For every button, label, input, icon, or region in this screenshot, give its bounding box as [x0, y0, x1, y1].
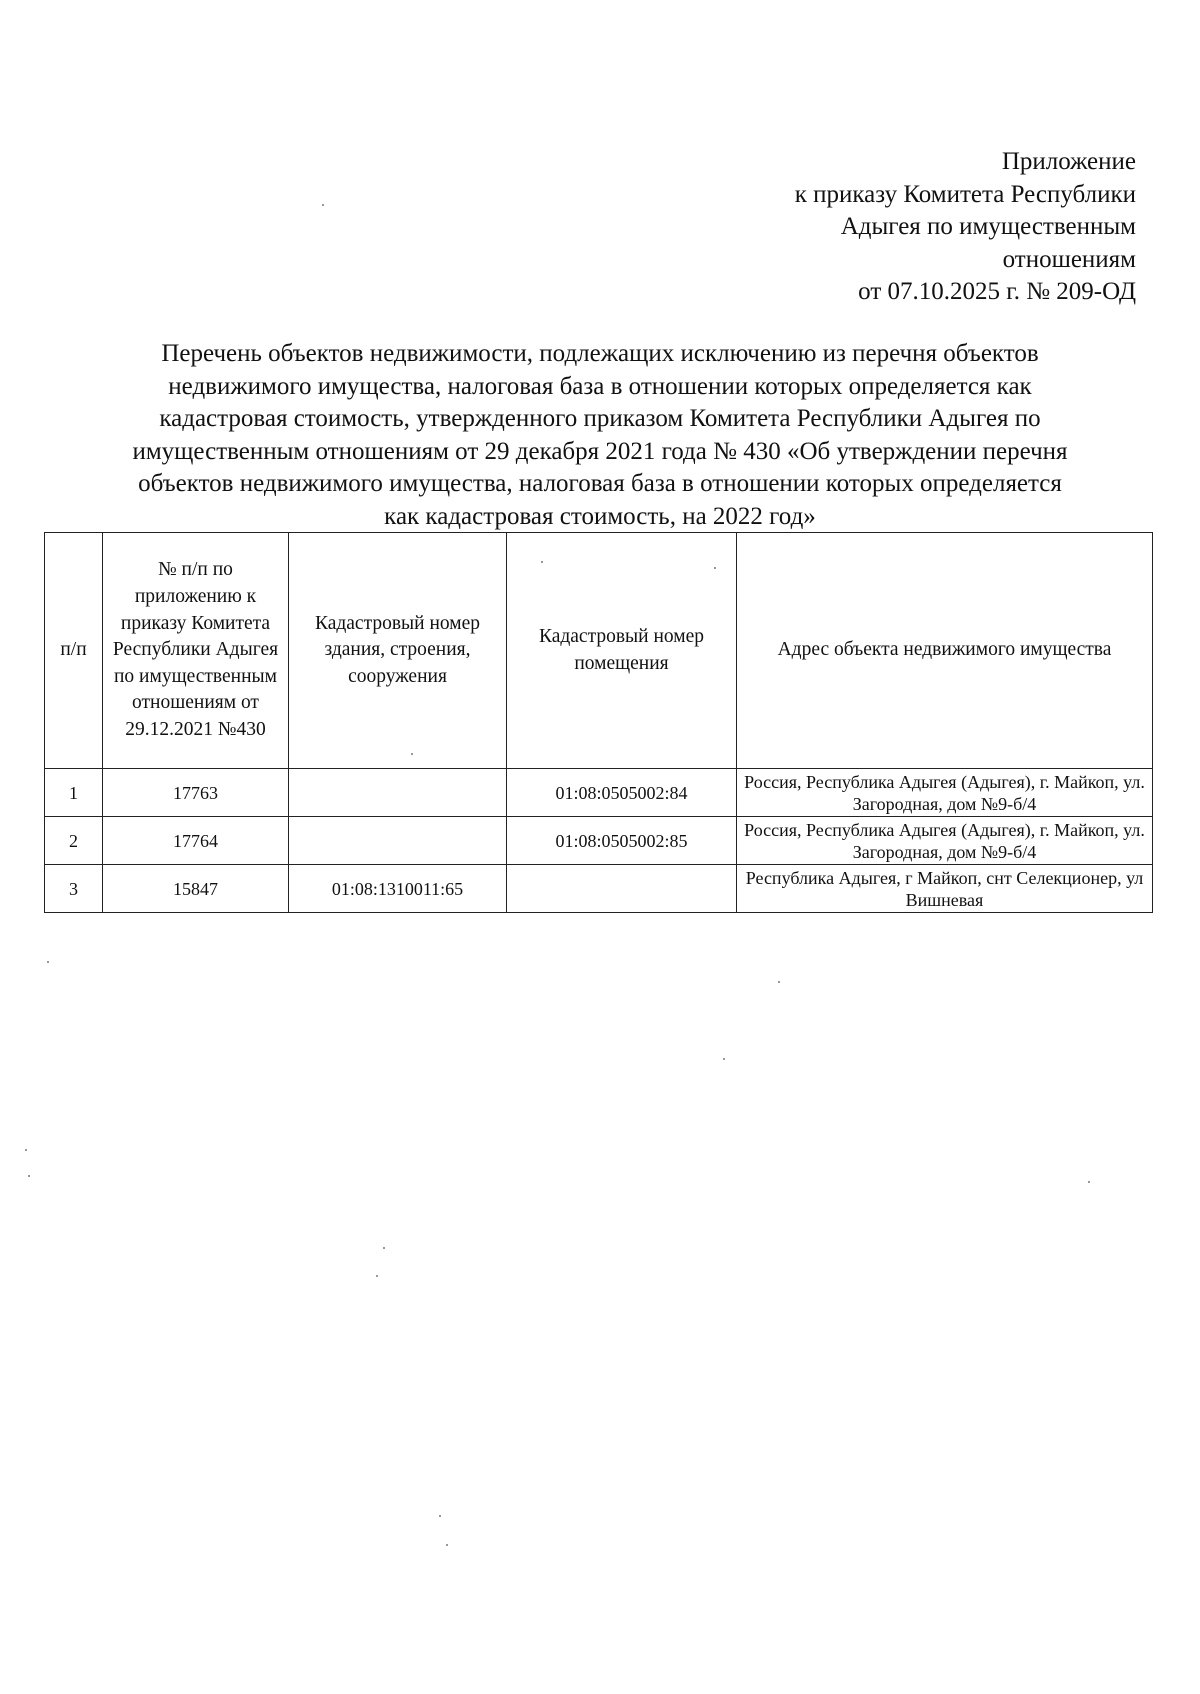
cell-address: Россия, Республика Адыгея (Адыгея), г. Майкоп, ул. Загородная, дом №9-б/4 — [737, 817, 1153, 865]
scan-speck — [541, 561, 543, 563]
table-row — [45, 769, 1153, 817]
title-line: как кадастровая стоимость, на 2022 год» — [384, 502, 816, 530]
cell-index: 3 — [45, 865, 103, 913]
scan-speck — [25, 1149, 27, 1151]
scan-speck — [376, 1275, 378, 1277]
title-line: Перечень объектов недвижимости, подлежащих исключению из перечня объектов — [161, 340, 1039, 367]
cell-index: 2 — [45, 817, 103, 865]
scan-speck — [778, 981, 780, 983]
cell-building-cadastral-number: 01:08:1310011:65 — [289, 865, 507, 913]
title-line: кадастровая стоимость, утвержденного приказом Комитета Республики Адыгея по — [159, 405, 1041, 432]
cell-premises-cadastral-number: 01:08:0505002:85 — [507, 817, 737, 865]
header-building-cadastral-number: Кадастровый номер здания, строения, сооружения — [289, 533, 507, 769]
cell-building-cadastral-number — [289, 817, 507, 865]
appendix-block — [795, 146, 1136, 309]
cell-appendix-number: 15847 — [103, 865, 289, 913]
appendix-line: Приложение — [1001, 148, 1136, 175]
scan-speck — [714, 567, 716, 569]
cell-index: 1 — [45, 769, 103, 817]
scan-speck — [28, 1175, 30, 1177]
cell-address: Россия, Республика Адыгея (Адыгея), г. Майкоп, ул. Загородная, дом №9-б/4 — [737, 769, 1153, 817]
scan-speck — [439, 1515, 441, 1517]
header-premises-cadastral-number: Кадастровый номер помещения — [507, 533, 737, 769]
appendix-line: Адыгея по имущественным — [840, 213, 1136, 240]
cell-appendix-number: 17764 — [103, 817, 289, 865]
title-line: объектов недвижимого имущества, налоговая база в отношении которых определяется — [138, 470, 1062, 497]
cell-appendix-number: 17763 — [103, 769, 289, 817]
scan-speck — [411, 753, 413, 755]
title-line: имущественным отношениям от 29 декабря 2021 года № 430 «Об утверждении перечня — [132, 437, 1068, 465]
header-appendix-number: № п/п по приложению к приказу Комитета Республики Адыгея по имущественным отношениям от 29.12.2021 №430 — [103, 533, 289, 769]
header-address: Адрес объекта недвижимого имущества — [737, 533, 1153, 769]
scan-speck — [322, 204, 324, 206]
cell-premises-cadastral-number — [507, 865, 737, 913]
appendix-line: от 07.10.2025 г. № 209-ОД — [858, 278, 1136, 305]
header-index: п/п — [45, 533, 103, 769]
scan-speck — [1088, 1181, 1090, 1183]
title-line: недвижимого имущества, налоговая база в отношении которых определяется как — [168, 372, 1032, 400]
cell-premises-cadastral-number: 01:08:0505002:84 — [507, 769, 737, 817]
table-row — [45, 817, 1153, 865]
objects-table — [44, 532, 1153, 913]
scan-speck — [47, 961, 49, 963]
cell-building-cadastral-number — [289, 769, 507, 817]
appendix-line: отношениям — [1002, 245, 1136, 273]
table-header-row — [45, 533, 1153, 769]
scan-speck — [446, 1544, 448, 1546]
cell-address: Республика Адыгея, г Майкоп, снт Селекционер, ул Вишневая — [737, 865, 1153, 913]
scan-speck — [723, 1058, 725, 1060]
table-row — [45, 865, 1153, 913]
document-title — [40, 338, 1160, 533]
scan-speck — [383, 1247, 385, 1249]
appendix-line: к приказу Комитета Республики — [794, 180, 1136, 208]
